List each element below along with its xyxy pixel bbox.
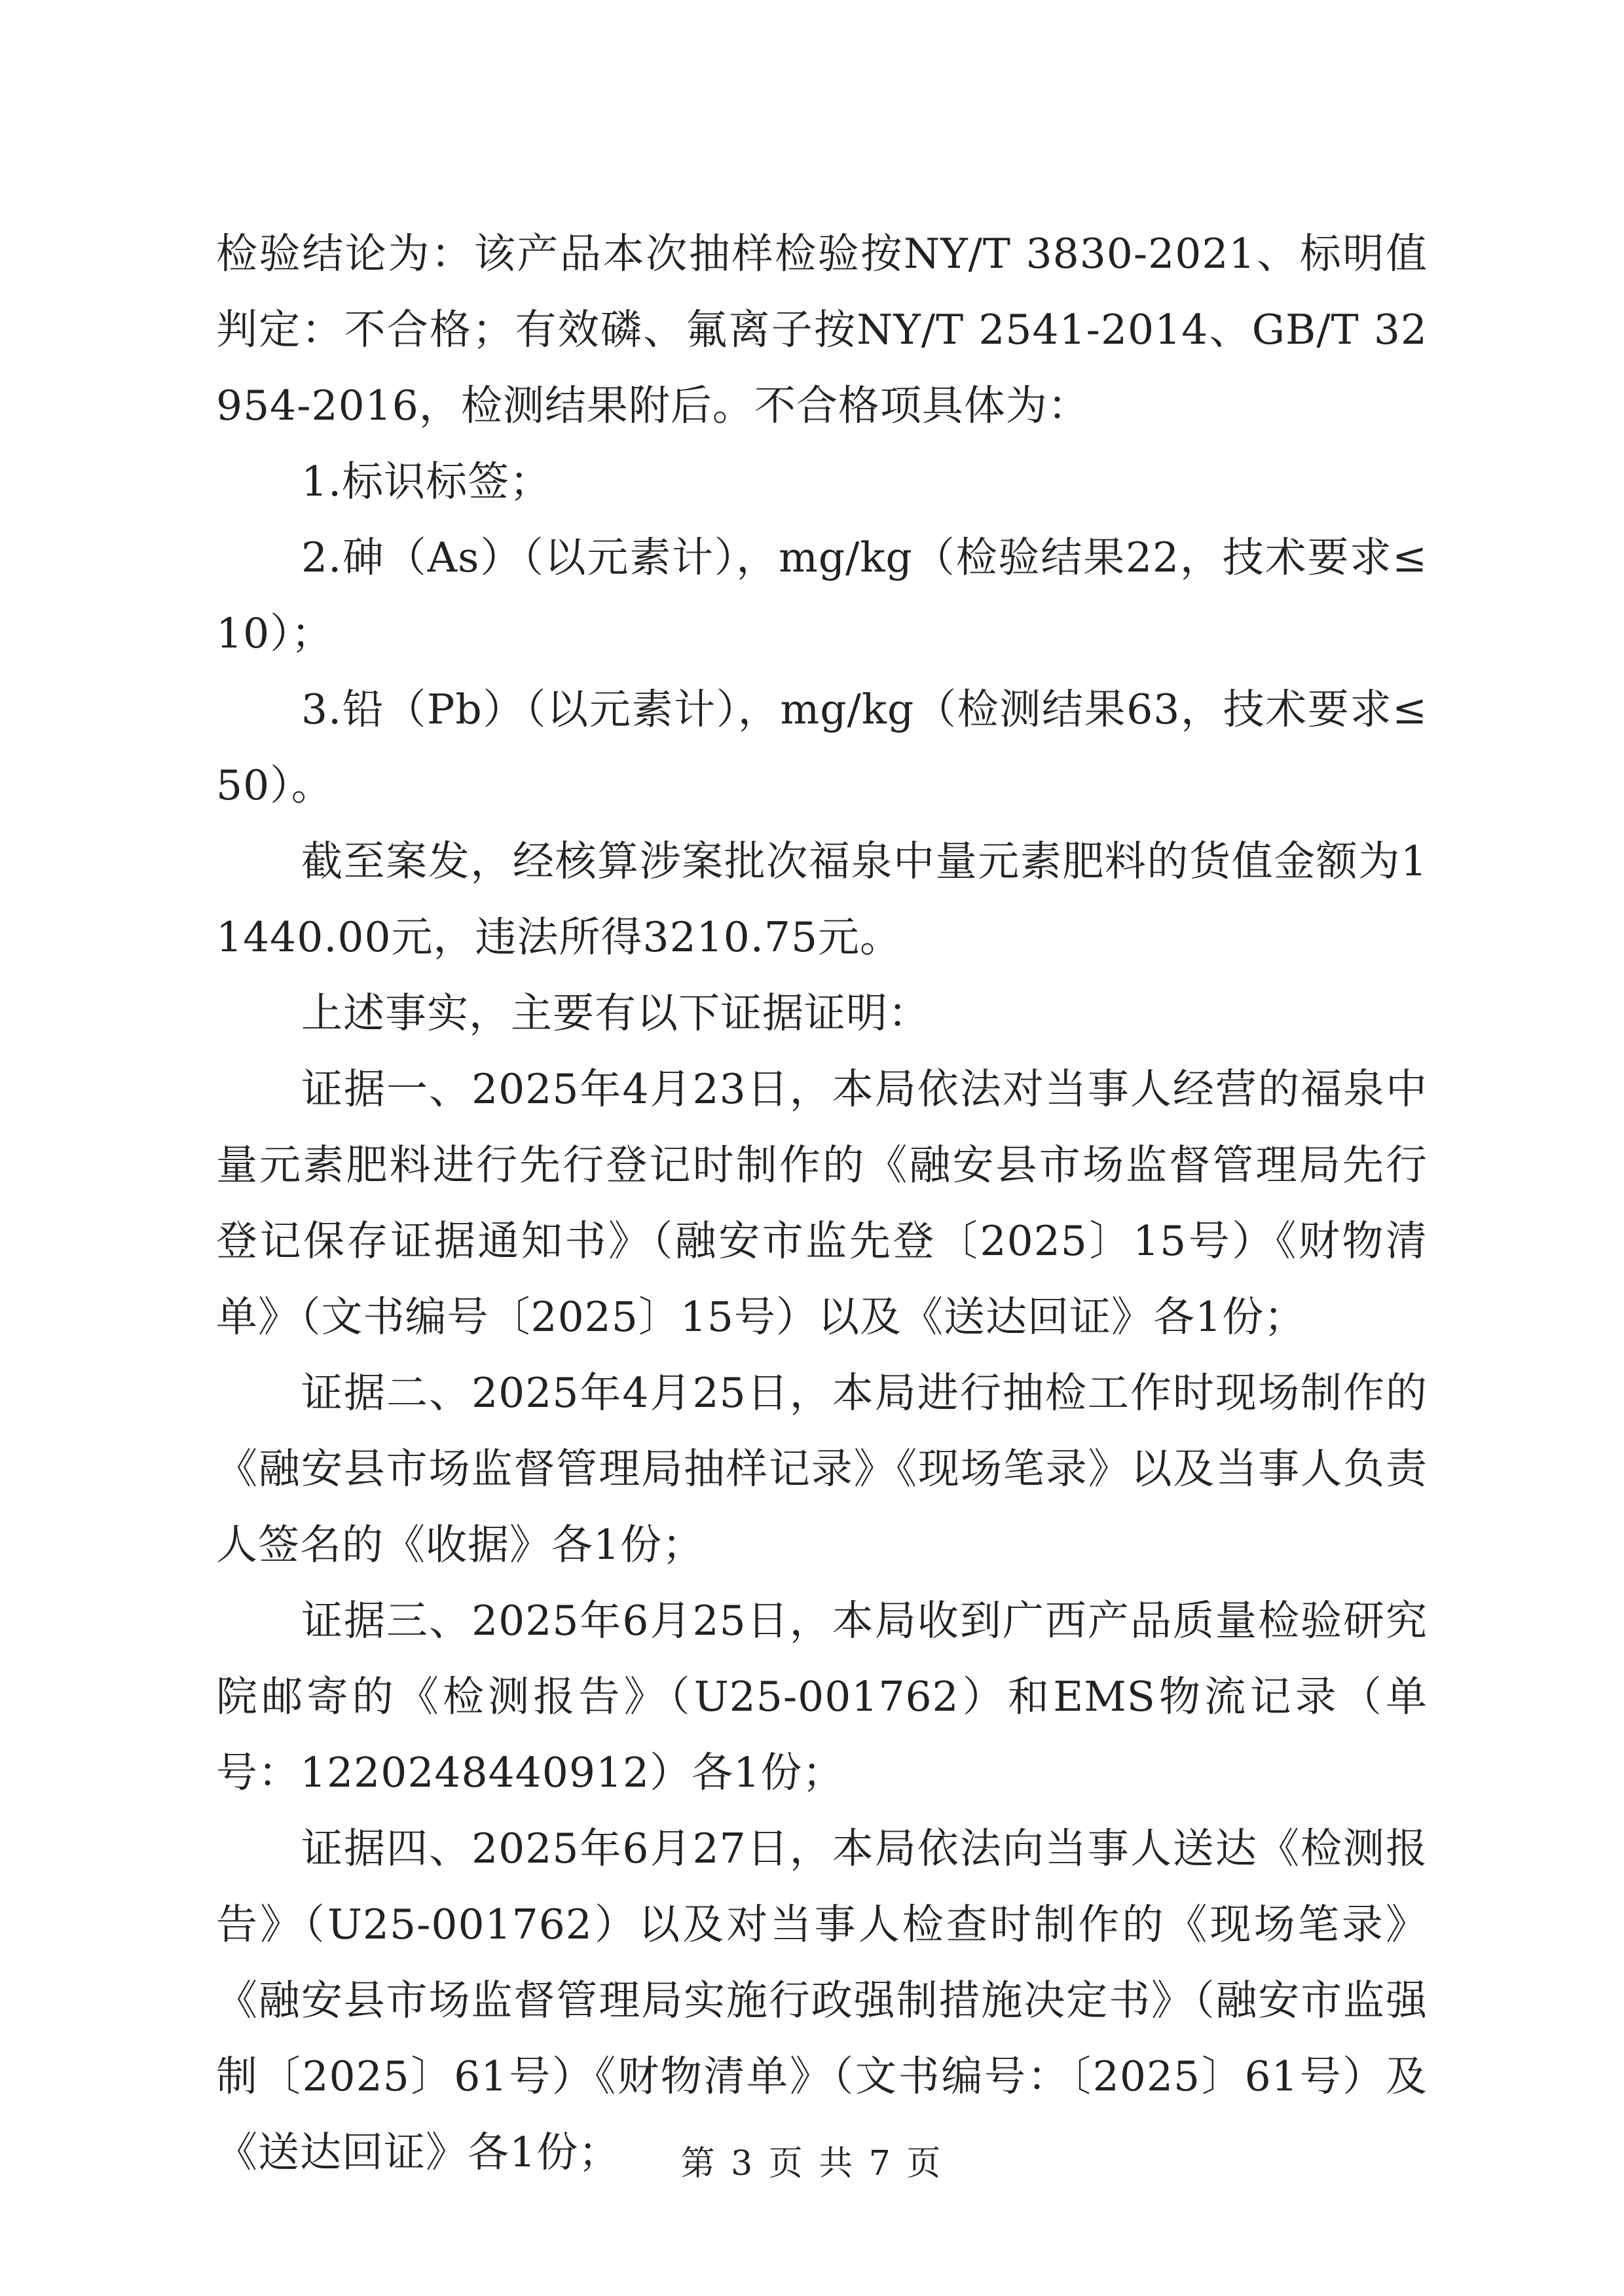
paragraph-evidence-2: 证据二、2025年4月25日，本局进行抽检工作时现场制作的《融安县市场监督管理局抽样记录》《现场笔录》以及当事人负责人签名的《收据》各1份； (216, 1369, 1428, 1569)
paragraph-value: 截至案发，经核算涉案批次福泉中量元素肥料的货值金额为11440.00元，违法所得3210.75元。 (216, 837, 1428, 961)
document-body (216, 216, 1428, 2191)
paragraph-evidence-3: 证据三、2025年6月25日，本局收到广西产品质量检验研究院邮寄的《检测报告》（U25-001762）和EMS物流记录（单号：1220248440912）各1份； (216, 1597, 1428, 1796)
paragraph-evidence-1: 证据一、2025年4月23日，本局依法对当事人经营的福泉中量元素肥料进行先行登记时制作的《融安县市场监督管理局先行登记保存证据通知书》（融安市监先登〔2025〕15号）《财物清单》（文书编号〔2025〕15号）以及《送达回证》各1份； (216, 1065, 1428, 1341)
paragraph-evidence-4: 证据四、2025年6月27日，本局依法向当事人送达《检测报告》（U25-001762）以及对当事人检查时制作的《现场笔录》《融安县市场监督管理局实施行政强制措施决定书》（融安市监强制〔2025〕61号）《财物清单》（文书编号：〔2025〕61号）及《送达回证》各1份； (216, 1825, 1428, 2176)
paragraph-item-1: 1.标识标签； (301, 458, 552, 505)
paragraph-item-2: 2.砷（As）（以元素计），mg/kg（检验结果22，技术要求≤10）； (216, 534, 1428, 657)
paragraph-evidence-intro: 上述事实，主要有以下证据证明： (301, 989, 930, 1037)
paragraph-item-3: 3.铅（Pb）（以元素计），mg/kg（检测结果63，技术要求≤50）。 (216, 685, 1428, 809)
paragraph-conclusion: 检验结论为：该产品本次抽样检验按NY/T 3830-2021、标明值判定：不合格；有效磷、氟离子按NY/T 2541-2014、GB/T 32954-2016，检测结果附后。不合格项具体为： (216, 230, 1428, 429)
page-number: 第 3 页 共 7 页 (680, 2144, 944, 2183)
